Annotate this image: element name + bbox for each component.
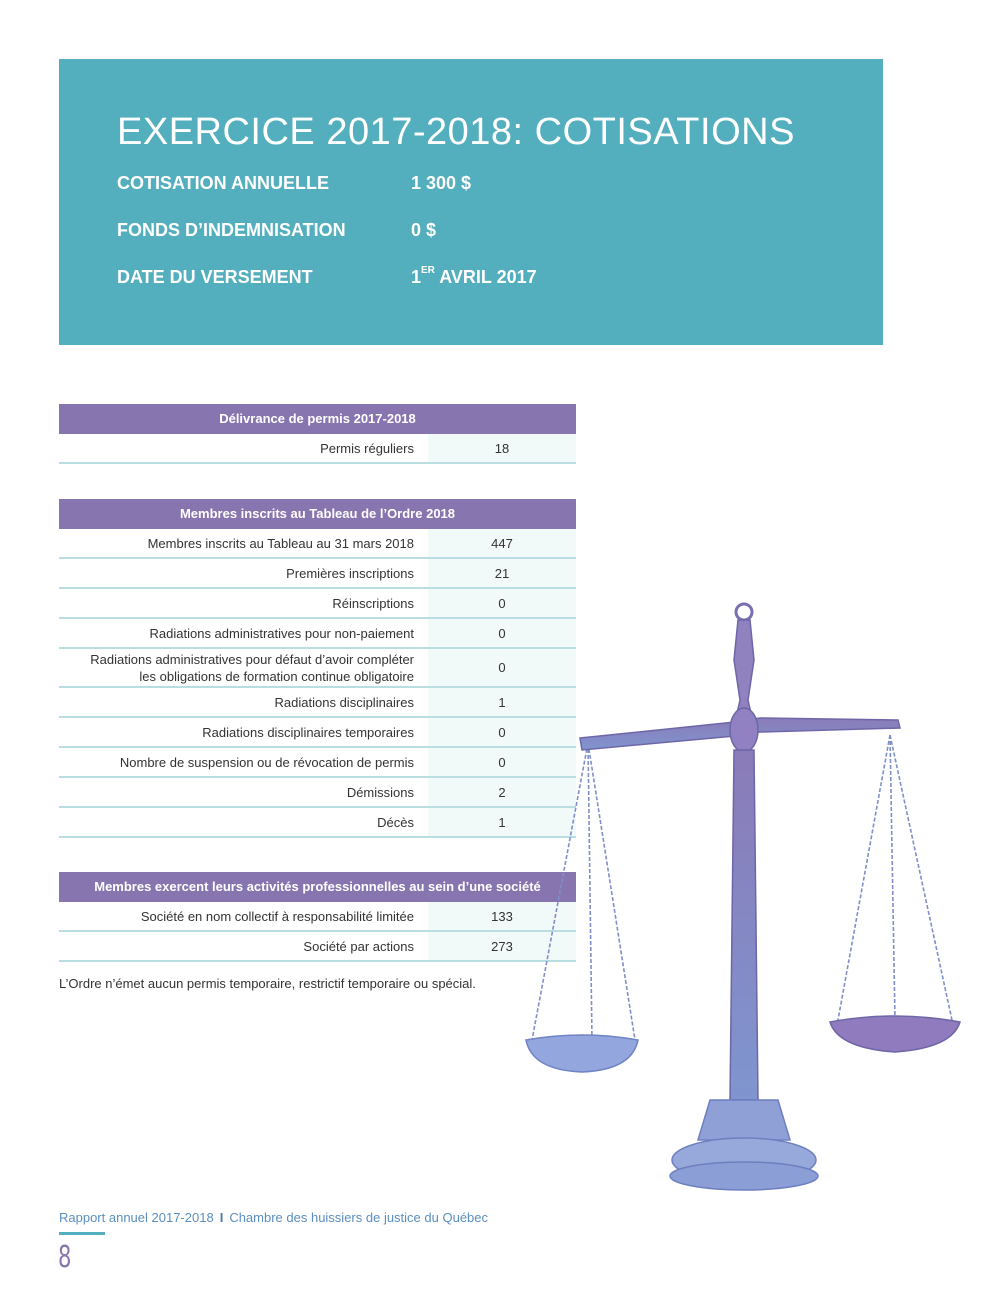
row-value: 133 — [428, 902, 576, 930]
row-value: 0 — [428, 718, 576, 746]
table-row — [59, 688, 576, 718]
note-text: L’Ordre n’émet aucun permis temporaire, restrictif temporaire ou spécial. — [59, 976, 476, 991]
page-number: 8 — [58, 1240, 72, 1275]
row-value: 18 — [428, 434, 576, 462]
row-value: 0 — [428, 619, 576, 647]
footer-report-title: Rapport annuel 2017-2018 — [59, 1210, 214, 1225]
row-label: Décès — [377, 814, 414, 830]
cotisation-annuelle-label: COTISATION ANNUELLE — [117, 173, 329, 193]
row-value: 1 — [428, 808, 576, 836]
banner-title: EXERCICE 2017-2018: COTISATIONS — [117, 111, 795, 153]
cotisations-banner — [59, 59, 883, 345]
date-versement-label: DATE DU VERSEMENT — [117, 267, 313, 287]
cotisation-annuelle-value: 1 300 $ — [411, 173, 472, 193]
row-label-line: les obligations de formation continue obligatoire — [139, 668, 414, 684]
table-header: Membres exercent leurs activités professionnelles au sein d’une société — [59, 872, 576, 902]
row-value: 0 — [428, 649, 576, 686]
date-versement-day: 1 — [411, 267, 422, 287]
row-label: Permis réguliers — [320, 440, 414, 456]
row-label: Société en nom collectif à responsabilité limitée — [140, 908, 414, 924]
table-row — [59, 718, 576, 748]
footer — [59, 1210, 488, 1225]
date-versement-month-year: AVRIL 2017 — [434, 267, 537, 287]
row-value: 0 — [428, 589, 576, 617]
date-versement-ordinal: ER — [421, 265, 435, 276]
row-label: Réinscriptions — [332, 595, 414, 611]
row-label: Démissions — [346, 784, 414, 800]
row-value: 2 — [428, 778, 576, 806]
table-row — [59, 808, 576, 838]
table-row — [59, 529, 576, 559]
table-row — [59, 748, 576, 778]
row-value: 273 — [428, 932, 576, 960]
row-label-line: Radiations administratives pour défaut d’avoir compléter — [90, 651, 414, 667]
row-label: Radiations disciplinaires temporaires — [202, 724, 414, 740]
table-row — [59, 778, 576, 808]
table-row — [59, 434, 576, 464]
table-row — [59, 932, 576, 962]
membres-societe-table — [59, 872, 576, 962]
row-value: 21 — [428, 559, 576, 587]
row-label: Société par actions — [303, 938, 414, 954]
row-value: 0 — [428, 748, 576, 776]
row-label: Membres inscrits au Tableau au 31 mars 2018 — [147, 535, 414, 551]
table-row — [59, 619, 576, 649]
footer-separator: I — [219, 1210, 224, 1225]
table-header: Délivrance de permis 2017-2018 — [59, 404, 576, 434]
row-label: Nombre de suspension ou de révocation de permis — [119, 754, 414, 770]
row-label: Radiations disciplinaires — [274, 694, 414, 710]
table-row — [59, 649, 576, 688]
table-row — [59, 559, 576, 589]
row-value: 447 — [428, 529, 576, 557]
fonds-indemnisation-label: FONDS D’INDEMNISATION — [117, 220, 346, 240]
footer-organization: Chambre des huissiers de justice du Québec — [229, 1210, 489, 1225]
fonds-indemnisation-value: 0 $ — [411, 220, 437, 240]
footer-rule — [59, 1232, 105, 1235]
table-row — [59, 902, 576, 932]
row-value: 1 — [428, 688, 576, 716]
row-label: Premières inscriptions — [286, 565, 414, 581]
date-versement-value — [411, 267, 537, 288]
row-label: Radiations administratives pour non-paiement — [149, 625, 414, 641]
membres-inscrits-table — [59, 499, 576, 838]
scales-of-justice-illustration — [520, 600, 970, 1200]
table-header: Membres inscrits au Tableau de l’Ordre 2018 — [59, 499, 576, 529]
delivrance-permis-table — [59, 404, 576, 464]
row-label — [59, 651, 428, 685]
table-row — [59, 589, 576, 619]
